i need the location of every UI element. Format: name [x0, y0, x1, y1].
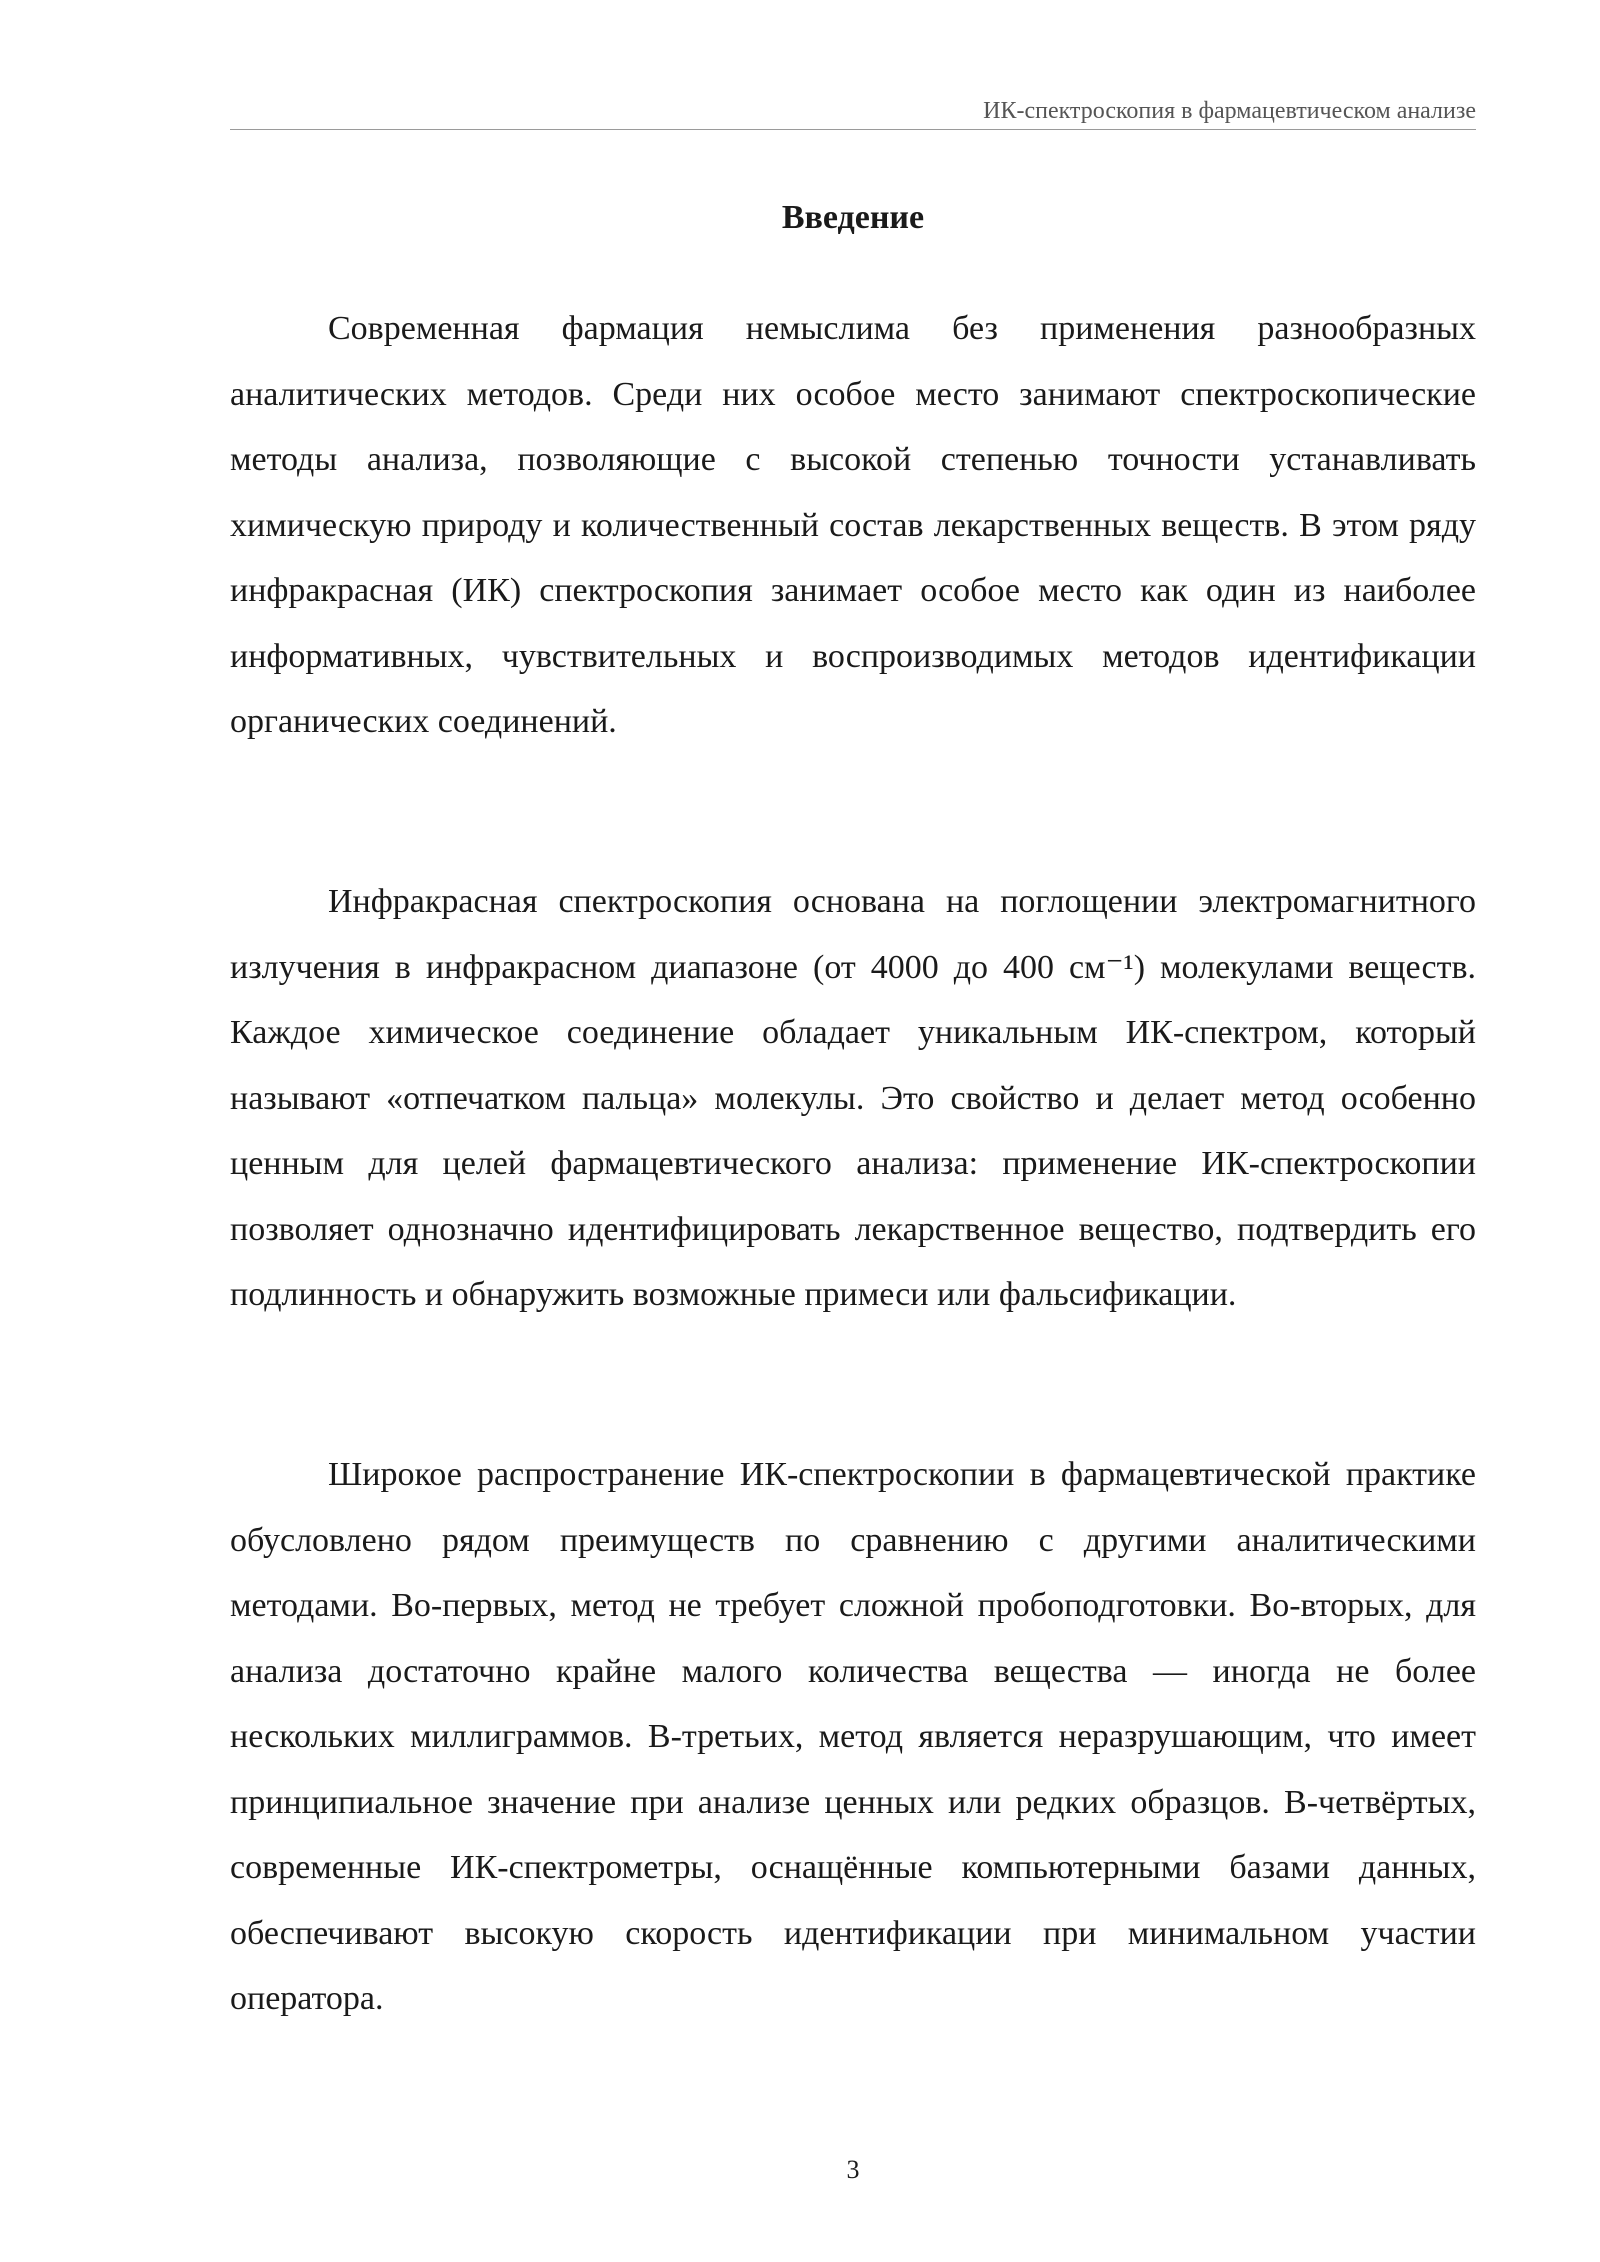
paragraph-2: Инфракрасная спектроскопия основана на поглощении электромагнитного излучения в инфракрасном диапазоне (от 4000 до 400 см⁻¹) молекулами веществ. Каждое химическое соединение обладает уникальным ИК-спектром, который называют «отпечатком пальца» молекулы. Это свойство и делает метод особенно ценным для целей фармацевтического анализа: применение ИК-спектроскопии позволяет однозначно идентифицировать лекарственное вещество, подтвердить его подлинность и обнаружить возможные примеси или фальсификации.	[230, 883, 1476, 1313]
paragraph-3: Широкое распространение ИК-спектроскопии в фармацевтической практике обусловлено рядом преимуществ по сравнению с другими аналитическими методами. Во-первых, метод не требует сложной пробоподготовки. Во-вторых, для анализа достаточно крайне малого количества вещества — иногда не более нескольких миллиграммов. В-третьих, метод является неразрушающим, что имеет принципиальное значение при анализе ценных или редких образцов. В-четвёртых, современные ИК-спектрометры, оснащённые компьютерными базами данных, обеспечивают высокую скорость идентификации при минимальном участии оператора.	[230, 1456, 1476, 2017]
paragraph-1: Современная фармация немыслима без применения разнообразных аналитических методов. Среди них особое место занимают спектроскопические методы анализа, позволяющие с высокой степенью точности устанавливать химическую природу и количественный состав лекарственных веществ. В этом ряду инфракрасная (ИК) спектроскопия занимает особое место как один из наиболее информативных, чувствительных и воспроизводимых методов идентификации органических соединений.	[230, 310, 1476, 740]
page-number: 3	[846, 2155, 860, 2184]
section-title: Введение	[781, 199, 925, 236]
header-divider	[230, 129, 1476, 130]
running-header: ИК-спектроскопия в фармацевтическом анализе	[983, 98, 1476, 124]
